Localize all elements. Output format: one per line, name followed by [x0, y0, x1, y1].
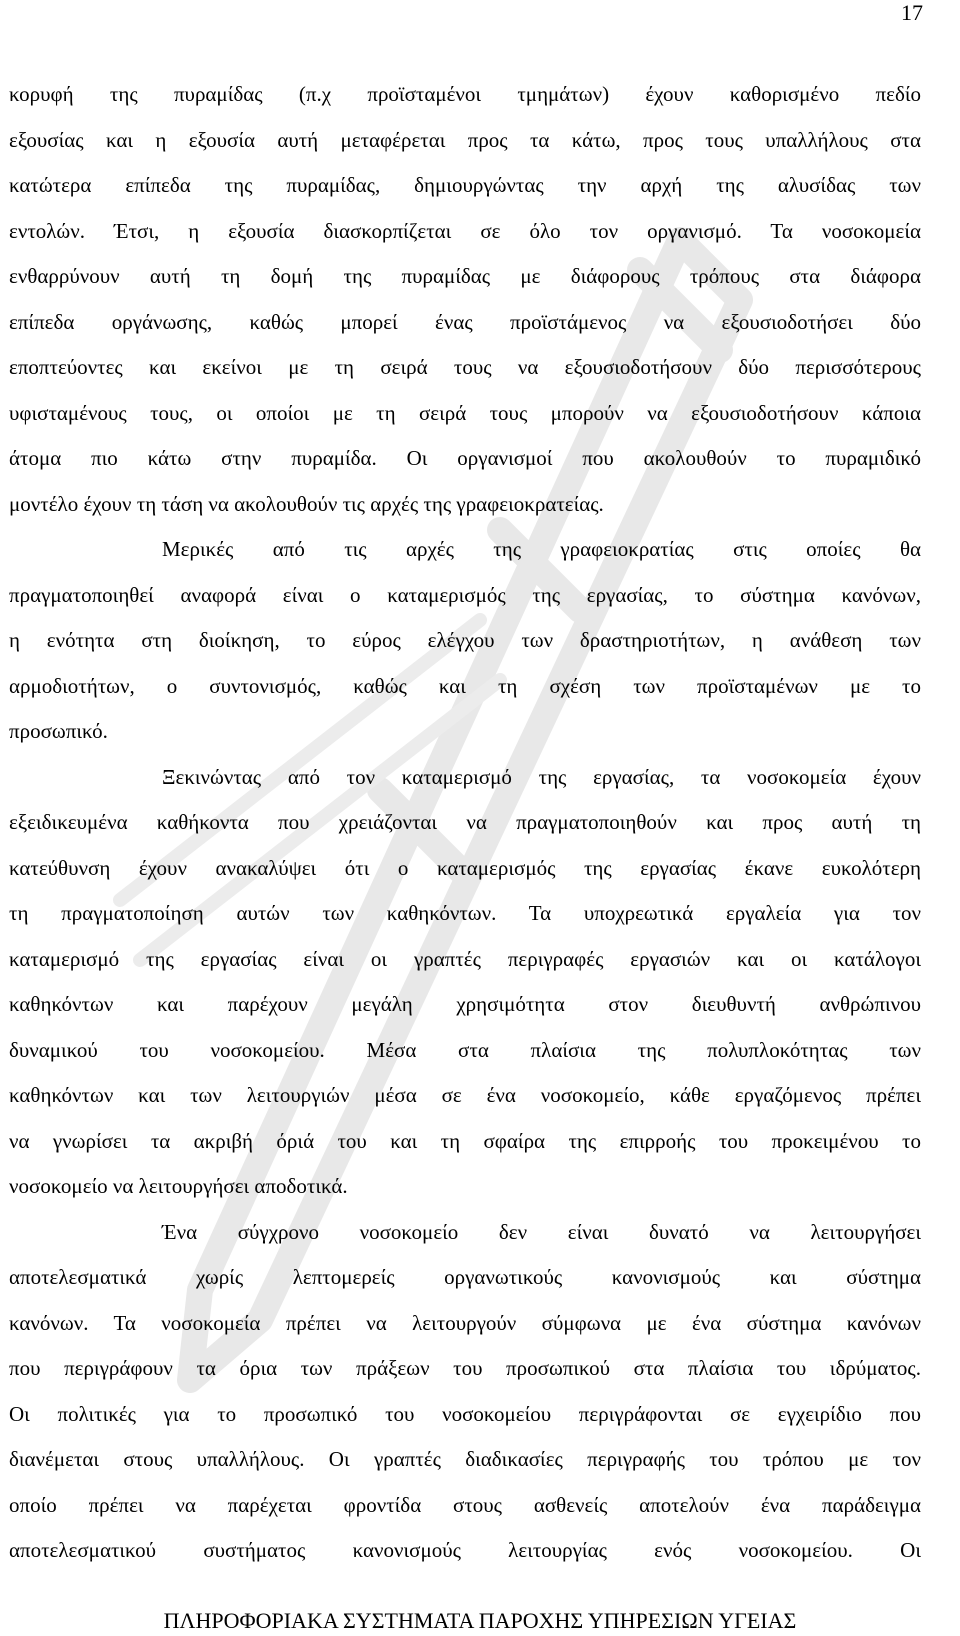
text-line: αρμοδιοτήτων, ο συντονισμός, καθώς και τη σχέση των προϊσταμένων με το	[9, 673, 921, 698]
text-line: να γνωρίσει τα ακριβή όριά του και τη σφαίρα της επιρροής του προκειμένου το	[9, 1128, 921, 1153]
text-line: κορυφή της πυραμίδας (π.χ προϊσταμένοι τμημάτων) έχουν καθορισμένο πεδίο	[9, 82, 921, 106]
page-number: 17	[901, 0, 923, 25]
text-line: που περιγράφουν τα όρια των πράξεων του προσωπικού στα πλαίσια του ιδρύματος.	[9, 1356, 921, 1380]
text-line: αποτελεσματικά χωρίς λεπτομερείς οργανωτικούς κανονισμούς και σύστημα	[9, 1265, 921, 1289]
text-line: τη πραγματοποίηση αυτών των καθηκόντων. Τα υποχρεωτικά εργαλεία για τον	[9, 901, 921, 925]
text-line: Οι πολιτικές για το προσωπικό του νοσοκομείου περιγράφονται σε εγχειρίδιο που	[9, 1401, 921, 1426]
text-line: νοσοκομείο να λειτουργήσει αποδοτικά.	[9, 1174, 348, 1198]
text-line: Μερικές από τις αρχές της γραφειοκρατίας στις οποίες θα	[162, 537, 921, 561]
text-line: προσωπικό.	[9, 719, 108, 743]
text-line: δυναμικού του νοσοκομείου. Μέσα στα πλαίσια της πολυπλοκότητας των	[9, 1037, 921, 1062]
text-line: εντολών. Έτσι, η εξουσία διασκορπίζεται σε όλο τον οργανισμό. Τα νοσοκομεία	[9, 218, 921, 243]
text-line: άτομα πιο κάτω στην πυραμίδα. Οι οργανισμοί που ακολουθούν το πυραμιδικό	[9, 446, 921, 470]
text-line: καταμερισμό της εργασίας είναι οι γραπτές περιγραφές εργασιών και οι κατάλογοι	[9, 946, 921, 971]
text-line: Ξεκινώντας από τον καταμερισμό της εργασίας, τα νοσοκομεία έχουν	[162, 764, 921, 789]
text-line: μοντέλο έχουν τη τάση να ακολουθούν τις αρχές της γραφειοκρατείας.	[9, 491, 604, 516]
running-footer: ΠΛΗΡΟΦΟΡΙΑΚΑ ΣΥΣΤΗΜΑΤΑ ΠΑΡΟΧΗΣ ΥΠΗΡΕΣΙΩΝ ΥΓΕΙΑΣ	[163, 1608, 797, 1633]
text-line: κατώτερα επίπεδα της πυραμίδας, δημιουργώντας την αρχή της αλυσίδας των	[9, 173, 921, 197]
text-line: διανέμεται στους υπαλλήλους. Οι γραπτές διαδικασίες περιγραφής του τρόπου με τον	[9, 1447, 921, 1471]
text-line: κατεύθυνση έχουν ανακαλύψει ότι ο καταμερισμός της εργασίας έκανε ευκολότερη	[9, 855, 921, 880]
text-line: επίπεδα οργάνωσης, καθώς μπορεί ένας προϊστάμενος να εξουσιοδοτήσει δύο	[9, 309, 921, 334]
text-line: εποπτεύοντες και εκείνοι με τη σειρά τους να εξουσιοδοτήσουν δύο περισσότερους	[9, 355, 921, 379]
text-line: οποίο πρέπει να παρέχεται φροντίδα στους ασθενείς αποτελούν ένα παράδειγμα	[9, 1492, 921, 1517]
text-line: κανόνων. Τα νοσοκομεία πρέπει να λειτουργούν σύμφωνα με ένα σύστημα κανόνων	[9, 1310, 921, 1335]
text-line: υφισταμένους τους, οι οποίοι με τη σειρά τους μπορούν να εξουσιοδοτήσουν κάποια	[9, 400, 921, 425]
text-line: εξειδικευμένα καθήκοντα που χρειάζονται να πραγματοποιηθούν και προς αυτή τη	[9, 810, 921, 834]
text-line: καθηκόντων και παρέχουν μεγάλη χρησιμότητα στον διευθυντή ανθρώπινου	[9, 992, 921, 1016]
text-line: καθηκόντων και των λειτουργιών μέσα σε ένα νοσοκομείο, κάθε εργαζόμενος πρέπει	[9, 1083, 921, 1107]
text-line: πραγματοποιηθεί αναφορά είναι ο καταμερισμός της εργασίας, το σύστημα κανόνων,	[9, 582, 921, 607]
text-line: η ενότητα στη διοίκηση, το εύρος ελέγχου των δραστηριοτήτων, η ανάθεση των	[9, 628, 921, 652]
text-line: Ένα σύγχρονο νοσοκομείο δεν είναι δυνατό να λειτουργήσει	[162, 1219, 921, 1244]
text-line: αποτελεσματικού συστήματος κανονισμούς λειτουργίας ενός νοσοκομείου. Οι	[9, 1538, 921, 1562]
text-line: εξουσίας και η εξουσία αυτή μεταφέρεται προς τα κάτω, προς τους υπαλλήλους στα	[9, 127, 921, 152]
body-text	[9, 72, 921, 1574]
text-line: ενθαρρύνουν αυτή τη δομή της πυραμίδας με διάφορους τρόπους στα διάφορα	[9, 264, 921, 288]
